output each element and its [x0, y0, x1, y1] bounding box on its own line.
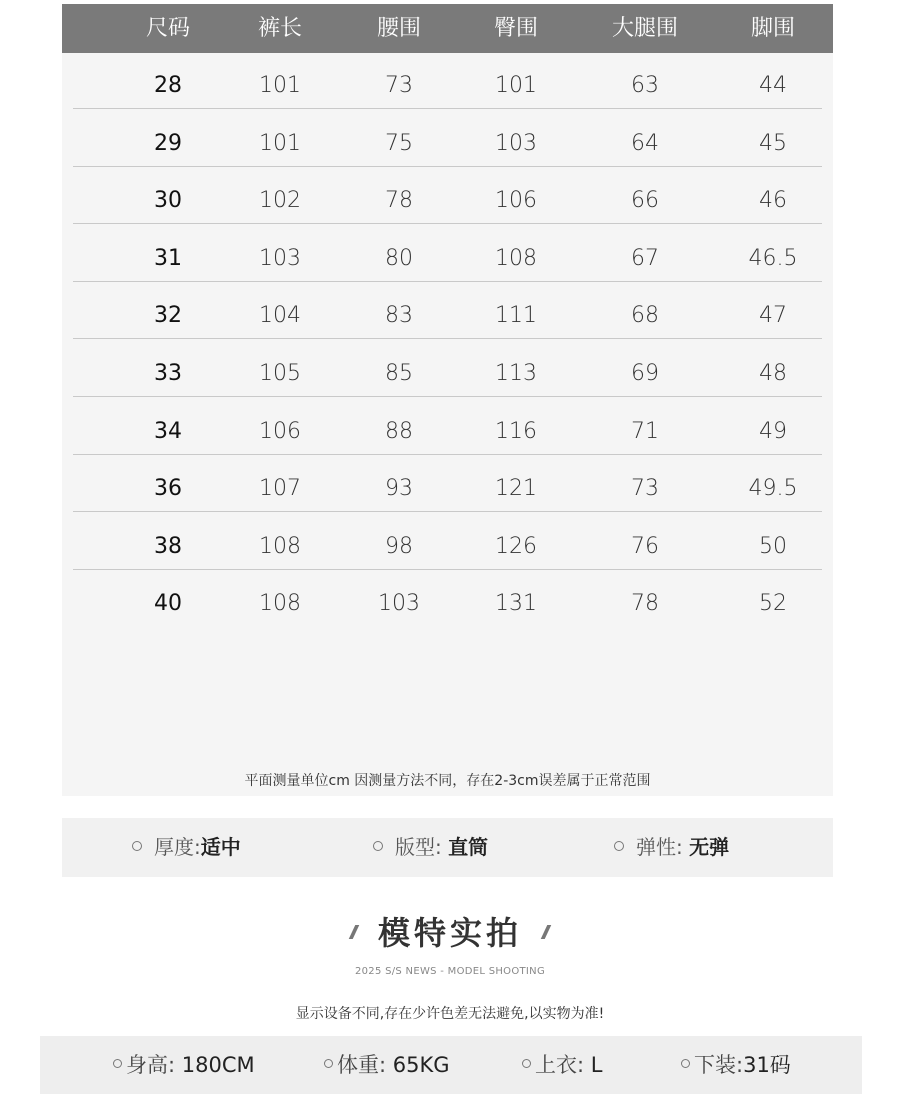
slash-decoration-icon: [541, 925, 552, 939]
cell-size: 36: [154, 476, 182, 501]
cell-size: 34: [154, 419, 182, 444]
cell-length: 101: [259, 131, 301, 156]
row-divider: [73, 454, 822, 455]
table-row: [0, 287, 900, 344]
cell-thigh: 76: [631, 534, 659, 559]
cell-hip: 101: [495, 73, 537, 98]
model-section-title: [0, 908, 900, 954]
cell-waist: 78: [385, 188, 413, 213]
cell-length: 107: [259, 476, 301, 501]
cell-thigh: 64: [631, 131, 659, 156]
cell-size: 29: [154, 131, 182, 156]
cell-hip: 108: [495, 246, 537, 271]
cell-hip: 103: [495, 131, 537, 156]
table-row: [0, 57, 900, 114]
header-waist: 腰围: [376, 16, 422, 41]
stat-value: L: [590, 1053, 603, 1077]
cell-waist: 103: [378, 591, 420, 616]
cell-leg-opening: 49.5: [748, 476, 798, 501]
spec-value: 直筒: [448, 835, 489, 859]
cell-leg-opening: 49: [759, 419, 787, 444]
circle-bullet-icon: [522, 1059, 531, 1068]
cell-thigh: 68: [631, 303, 659, 328]
cell-thigh: 71: [631, 419, 659, 444]
cell-length: 105: [259, 361, 301, 386]
cell-thigh: 66: [631, 188, 659, 213]
model-stats-bar: [40, 1036, 862, 1094]
stat-label: 下装:: [694, 1053, 744, 1077]
circle-bullet-icon: [681, 1059, 690, 1068]
cell-length: 106: [259, 419, 301, 444]
cell-size: 31: [154, 246, 182, 271]
color-difference-note: 显示设备不同,存在少许色差无法避免,以实物为准!: [295, 1006, 605, 1022]
cell-waist: 80: [385, 246, 413, 271]
spec-label: 版型:: [395, 835, 442, 859]
cell-waist: 98: [385, 534, 413, 559]
model-bottom-size: [681, 1036, 791, 1094]
cell-length: 103: [259, 246, 301, 271]
circle-bullet-icon: [113, 1059, 122, 1068]
row-divider: [73, 511, 822, 512]
spec-elasticity: [614, 818, 729, 877]
cell-length: 108: [259, 534, 301, 559]
cell-waist: 85: [385, 361, 413, 386]
header-size: 尺码: [145, 16, 191, 41]
stat-value: 180CM: [181, 1053, 255, 1077]
spec-value: 无弹: [689, 835, 730, 859]
spec-value: 适中: [200, 835, 241, 859]
cell-leg-opening: 52: [759, 591, 787, 616]
cell-hip: 111: [495, 303, 537, 328]
table-row: [0, 172, 900, 229]
header-thigh: 大腿围: [611, 16, 679, 41]
row-divider: [73, 396, 822, 397]
cell-waist: 73: [385, 73, 413, 98]
cell-leg-opening: 45: [759, 131, 787, 156]
header-hip: 臀围: [493, 16, 539, 41]
stat-label: 身高:: [126, 1053, 176, 1077]
stat-label: 体重:: [337, 1053, 387, 1077]
slash-decoration-icon: [349, 925, 360, 939]
cell-hip: 131: [495, 591, 537, 616]
cell-hip: 116: [495, 419, 537, 444]
spec-label: 厚度:: [154, 835, 201, 859]
cell-leg-opening: 46: [759, 188, 787, 213]
header-length: 裤长: [257, 16, 303, 41]
cell-waist: 93: [385, 476, 413, 501]
cell-leg-opening: 50: [759, 534, 787, 559]
table-row: [0, 345, 900, 402]
cell-thigh: 67: [631, 246, 659, 271]
cell-thigh: 63: [631, 73, 659, 98]
cell-size: 38: [154, 534, 182, 559]
spec-label: 弹性:: [636, 835, 683, 859]
row-divider: [73, 108, 822, 109]
stat-value: 65KG: [392, 1053, 450, 1077]
model-top-size: [522, 1036, 602, 1094]
cell-thigh: 73: [631, 476, 659, 501]
cell-leg-opening: 47: [759, 303, 787, 328]
cell-length: 102: [259, 188, 301, 213]
cell-hip: 121: [495, 476, 537, 501]
model-title-text: 模特实拍: [377, 914, 522, 952]
table-row: [0, 460, 900, 517]
cell-waist: 83: [385, 303, 413, 328]
model-weight: [324, 1036, 450, 1094]
cell-waist: 75: [385, 131, 413, 156]
table-row: [0, 230, 900, 287]
cell-leg-opening: 44: [759, 73, 787, 98]
cell-length: 108: [259, 591, 301, 616]
size-table-header: [62, 4, 833, 53]
model-section-subtitle: 2025 S/S NEWS - MODEL SHOOTING: [354, 966, 546, 977]
cell-leg-opening: 46.5: [748, 246, 798, 271]
model-height: [113, 1036, 255, 1094]
cell-size: 28: [154, 73, 182, 98]
cell-leg-opening: 48: [759, 361, 787, 386]
circle-bullet-icon: [132, 841, 142, 851]
cell-thigh: 78: [631, 591, 659, 616]
row-divider: [73, 281, 822, 282]
cell-waist: 88: [385, 419, 413, 444]
circle-bullet-icon: [614, 841, 624, 851]
row-divider: [73, 223, 822, 224]
row-divider: [73, 338, 822, 339]
stat-value: 31码: [743, 1053, 791, 1077]
cell-size: 40: [154, 591, 182, 616]
measurement-note: 平面测量单位cm 因测量方法不同，存在2-3cm误差属于正常范围: [244, 773, 651, 789]
cell-thigh: 69: [631, 361, 659, 386]
header-leg-opening: 脚围: [750, 16, 796, 41]
table-row: [0, 518, 900, 575]
stat-label: 上衣:: [535, 1053, 585, 1077]
circle-bullet-icon: [373, 841, 383, 851]
cell-size: 32: [154, 303, 182, 328]
cell-size: 33: [154, 361, 182, 386]
row-divider: [73, 569, 822, 570]
cell-hip: 126: [495, 534, 537, 559]
table-row: [0, 575, 900, 632]
spec-bar: [62, 818, 833, 877]
cell-length: 104: [259, 303, 301, 328]
table-row: [0, 115, 900, 172]
cell-hip: 113: [495, 361, 537, 386]
row-divider: [73, 166, 822, 167]
table-row: [0, 403, 900, 460]
cell-length: 101: [259, 73, 301, 98]
cell-size: 30: [154, 188, 182, 213]
spec-fit: [373, 818, 488, 877]
circle-bullet-icon: [324, 1059, 333, 1068]
spec-thickness: [132, 818, 241, 877]
cell-hip: 106: [495, 188, 537, 213]
